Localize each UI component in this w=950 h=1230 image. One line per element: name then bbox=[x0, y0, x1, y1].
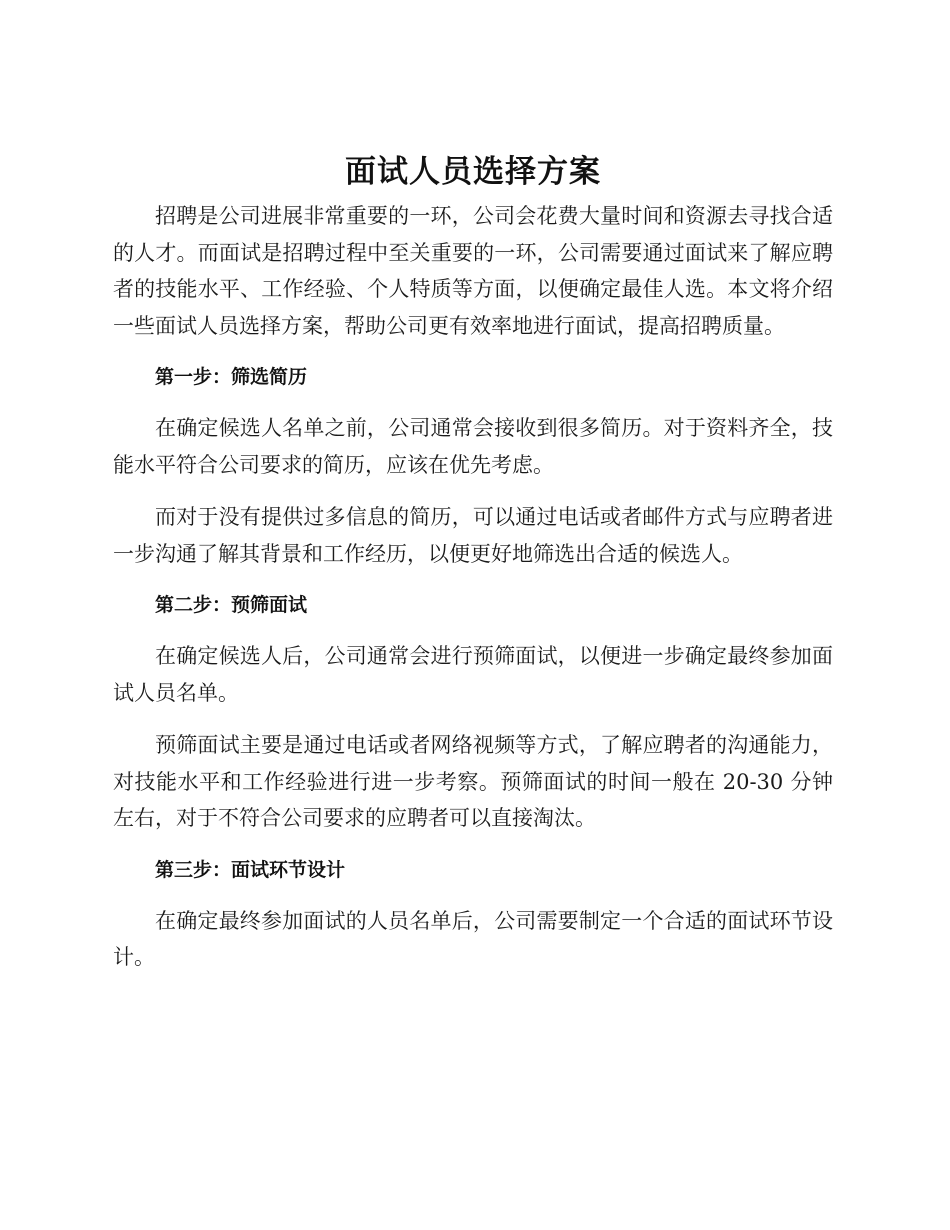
document-title: 面试人员选择方案 bbox=[345, 154, 601, 190]
step-1-paragraph-1: 在确定候选人名单之前，公司通常会接收到很多简历。对于资料齐全，技能水平符合公司要求的简历，应该在优先考虑。 bbox=[113, 416, 833, 477]
section-heading-step-2: 第二步：预筛面试 bbox=[155, 594, 308, 616]
step-3-paragraph-1: 在确定最终参加面试的人员名单后，公司需要制定一个合适的面试环节设计。 bbox=[113, 908, 833, 969]
section-heading-step-1: 第一步：筛选简历 bbox=[155, 366, 308, 388]
section-heading-step-3: 第三步：面试环节设计 bbox=[155, 858, 346, 881]
intro-paragraph: 招聘是公司进展非常重要的一环，公司会花费大量时间和资源去寻找合适的人才。而面试是招聘过程中至关重要的一环，公司需要通过面试来了解应聘者的技能水平、工作经验、个人特质等方面，以便确定最佳人选。本文将介绍一些面试人员选择方案，帮助公司更有效率地进行面试，提高招聘质量。 bbox=[113, 204, 833, 338]
step-2-paragraph-1: 在确定候选人后，公司通常会进行预筛面试，以便进一步确定最终参加面试人员名单。 bbox=[113, 644, 833, 705]
document-body bbox=[113, 150, 833, 992]
step-1-paragraph-2: 而对于没有提供过多信息的简历，可以通过电话或者邮件方式与应聘者进一步沟通了解其背景和工作经历，以便更好地筛选出合适的候选人。 bbox=[113, 505, 833, 566]
step-2-paragraph-2: 预筛面试主要是通过电话或者网络视频等方式，了解应聘者的沟通能力，对技能水平和工作经验进行进一步考察。预筛面试的时间一般在 20-30 分钟左右，对于不符合公司要求的应聘者可以直接淘汰。 bbox=[113, 733, 833, 830]
